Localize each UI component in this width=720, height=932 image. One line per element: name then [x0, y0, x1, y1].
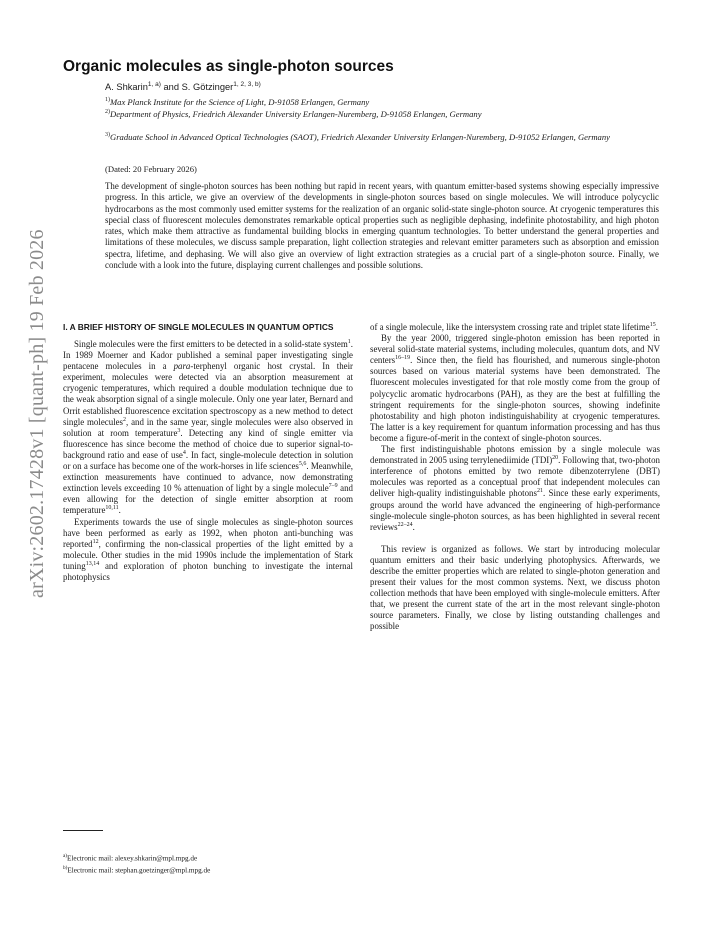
left-body: [63, 339, 353, 583]
paragraph-gap: [370, 533, 660, 544]
text-run: of a single molecule, like the intersystem crossing rate and triplet state lifetime: [370, 322, 650, 332]
citation-ref[interactable]: 2: [123, 416, 127, 423]
text-run: . Meanwhile, extinction measurements have continued to advance, now demonstrating extinction levels exceeding 10 % attenuation of light by a single molecule: [63, 461, 353, 494]
right-column: [370, 322, 660, 633]
affiliation-mark: 3): [105, 131, 110, 138]
text-run: Single molecules were the first emitters to be detected in a solid-state system: [74, 339, 348, 349]
citation-ref[interactable]: 15: [649, 322, 656, 329]
footnote: [63, 863, 358, 875]
text-run: and exploration of photon bunching to investigate the internal photophysics: [63, 560, 353, 582]
date-line: (Dated: 20 February 2026): [105, 164, 197, 174]
body-paragraph: [63, 517, 353, 584]
affiliation-mark: 2): [105, 108, 110, 115]
text-run: Experiments towards the use of single molecules as single-photon sources have been performed as early as 1992, when photon anti-bunching was reported: [63, 516, 353, 549]
citation-ref[interactable]: 1: [347, 339, 351, 346]
footnote-email[interactable]: Electronic mail: stephan.goetzinger@mpl.mpg.de: [67, 866, 211, 875]
text-run: -terphenyl organic host crystal. In their experiment, molecules were detected via an absorption measurement at cryogenic temperatures, which required a double modulation technique due to the weak absorption signal of a single molecule. Only one year later, Bernard and Orrit established fluorescence excitation spectroscopy as a new method to detect single molecules: [63, 361, 353, 427]
text-run: .: [118, 505, 121, 516]
citation-ref[interactable]: 12: [92, 538, 99, 545]
affiliation: [105, 130, 675, 143]
affiliation-text: Graduate School in Advanced Optical Technologies (SAOT), Friedrich Alexander University Erlangen-Nuremberg, D-91052 Erlangen, Germany: [110, 131, 610, 142]
body-paragraph: [63, 339, 353, 517]
citation-ref[interactable]: 16–19: [395, 355, 411, 362]
text-run: . Detecting any kind of single emitter via fluorescence has since become the method of choice due to superior signal-to-background ratio and ease of use: [63, 427, 353, 460]
affiliation-mark: 1): [105, 97, 110, 103]
section-heading: I. A BRIEF HISTORY OF SINGLE MOLECULES IN QUANTUM OPTICS: [63, 322, 334, 332]
citation-ref[interactable]: 20: [552, 455, 559, 462]
body-paragraph: [370, 333, 660, 444]
left-column: [63, 322, 353, 583]
affiliation-text: Max Planck Institute for the Science of Light, D-91058 Erlangen, Germany: [110, 96, 370, 107]
author-name: S. Götzinger: [181, 82, 234, 93]
text-run: and even allowing for the detection of single emitter absorption at room temperature: [63, 483, 353, 516]
abstract: The development of single-photon sources has been nothing but rapid in recent years, with quantum emitter-based systems showing especially impressive progress. In this article, we give an overview of the developments in single-photon sources based on single molecules. We will introduce polycyclic hydrocarbons as the most commonly used emitter systems for the realization of an organic solid-state single-photon source. At cryogenic temperatures this special class of fluorescent molecules demonstrates remarkable optical properties such as negligible dephasing, indefinite photostability, and high photon rates, which make them attractive as fundamental building blocks in emerging quantum technologies. To better understand the general properties and limitations of these molecules, we discuss sample preparation, light collection strategies and relevant emitter parameters such as absorption and emission spectra, lifetime, and dephasing. We will also give an overview of light extraction strategies as a crucial part of a single-photon source. Finally, we conclude with a look into the future, displaying current challenges and possible solutions.: [105, 181, 659, 270]
citation-ref[interactable]: 3: [177, 427, 181, 434]
citation-ref[interactable]: 22–24: [397, 521, 413, 528]
text-run: . In 1989 Moerner and Kador published a seminal paper investigating single pentacene molecules in a: [63, 339, 353, 372]
citation-ref[interactable]: 13,14: [85, 560, 100, 567]
author-conjunction: and: [160, 82, 182, 93]
body-paragraph: [370, 322, 660, 333]
arxiv-identifier[interactable]: arXiv:2602.17428v1 [quant-ph] 19 Feb 2026: [26, 229, 48, 598]
text-run: . In fact, single-molecule detection in solution or on a surface has become one of the work-horses in life sciences: [63, 449, 354, 472]
footnote: [63, 851, 358, 863]
affiliation: [105, 107, 645, 120]
text-run: The first indistinguishable photons emission by a single molecule was demonstrated in 2005 using terrylenediimide (TDI): [370, 444, 660, 466]
right-body: [370, 322, 660, 633]
footnote-email[interactable]: Electronic mail: alexey.shkarin@mpl.mpg.de: [67, 854, 198, 863]
affiliation-text: Department of Physics, Friedrich Alexander University Erlangen-Nuremberg, D-91058 Erlangen, Germany: [110, 108, 482, 119]
citation-ref[interactable]: 5,6: [298, 461, 307, 468]
footnote-mark: b): [63, 865, 68, 872]
paper-title: Organic molecules as single-photon sources: [63, 58, 394, 75]
text-run: , confirming the non-classical properties of the light emitted by a molecule. Other studies in the mid 1990s include the implementation of Stark tuning: [63, 538, 353, 571]
footnotes: [63, 851, 358, 876]
footnote-rule: [63, 830, 103, 831]
text-run: This review is organized as follows. We start by introducing molecular quantum emitters and their basic underlying photophysics. Afterwards, we describe the emitter properties which are related to single-photon generation and present their values for the most common systems. Next, we discuss photon collection methods that have been employed with single-molecule emitters. After that, we present the current state of the art in the most relevant single-photon source parameters. Finally, we close by listing outstanding challenges and possible: [370, 543, 660, 632]
author-name: A. Shkarin: [105, 82, 148, 93]
author-affiliation-mark: 1, 2, 3, b): [233, 81, 261, 88]
footnote-mark: a): [63, 853, 68, 859]
citation-ref[interactable]: 7–9: [328, 483, 338, 490]
text-run: By the year 2000, triggered single-photon emission has been reported in several solid-state material systems, including molecules, quantum dots, and NV centers: [370, 333, 660, 366]
text-run: .: [655, 322, 658, 332]
italic-text: para: [173, 361, 191, 372]
citation-ref[interactable]: 4: [182, 449, 186, 456]
text-run: .: [412, 521, 415, 532]
author-affiliation-mark: 1, a): [147, 81, 161, 88]
text-run: . Following that, two-photon interference of photons emitted by two remote dibenzoterrylene (DBT) molecules was reported as a conceptual proof that independent molecules can deliver high-quality indistinguishable photons: [370, 455, 660, 499]
author-line: [105, 81, 665, 92]
text-run: . Since these early experiments, groups around the world have advanced the engineering of high-performance single-molecule single-photon sources, as has been highlighted in several recent reviews: [370, 488, 660, 532]
body-paragraph: [370, 444, 660, 533]
text-run: . Since then, the field has flourished, and numerous single-photon sources based on various material systems have been demonstrated. The fluorescent molecules investigated for that role mostly come from the group of polycyclic aromatic hydrocarbons (PAH), as they are the best at fulfilling the stringent requirements for the single-photon sources, showing indefinite photostability and high photon indistinguishability at cryogenic temperatures. The latter is a key requirement for quantum information processing and has thus become a figure-of-merit in the context of single-photon sources.: [370, 355, 660, 443]
body-paragraph: [370, 544, 660, 633]
text-run: , and in the same year, single molecules were also observed in solution at room temperature: [63, 416, 353, 438]
citation-ref[interactable]: 21: [536, 488, 543, 495]
citation-ref[interactable]: 10,11: [105, 505, 119, 512]
